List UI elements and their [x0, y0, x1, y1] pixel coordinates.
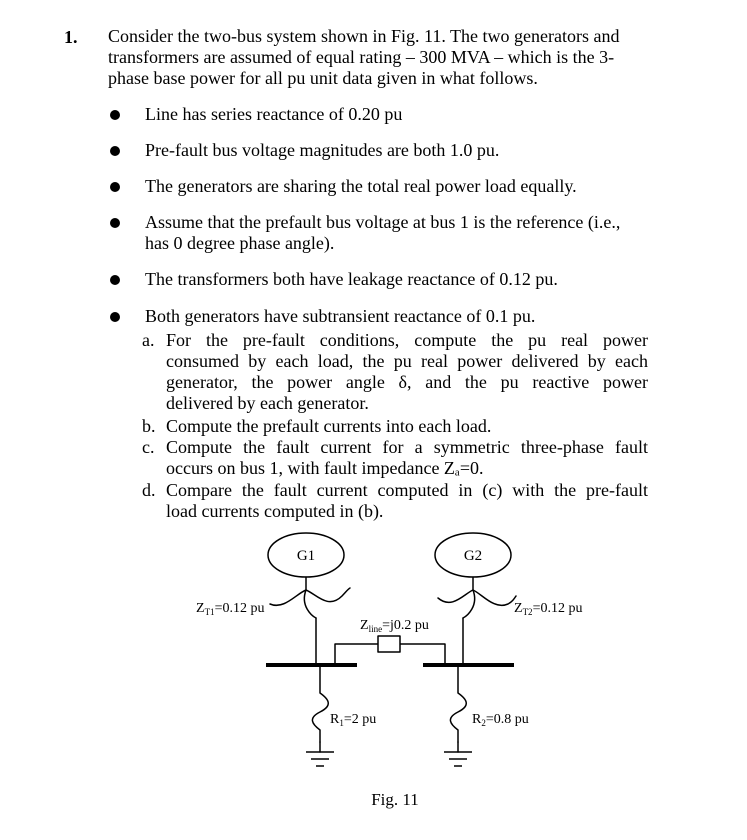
r1-label: $R_1=2$ pu — [330, 712, 377, 728]
intro-line: transformers are assumed of equal rating – 300 MVA – which is the 3- — [108, 47, 615, 67]
subitem-line: occurs on bus 1, with fault impedance Zₐ=0. — [166, 458, 484, 478]
zt1-label: $Z_{T1}=0.12$ pu — [196, 601, 265, 617]
bullet-text: The transformers both have leakage reactance of 0.12 pu. — [145, 269, 558, 289]
bullet-text: Line has series reactance of 0.20 pu — [145, 104, 403, 124]
subitem-line: consumed by each load, the pu real power delivered by each — [166, 351, 648, 371]
zt2-label: $Z_{T2}=0.12$ pu — [514, 601, 583, 617]
bullet-text: Pre-fault bus voltage magnitudes are both 1.0 pu. — [145, 140, 500, 160]
subitem-line: delivered by each generator. — [166, 393, 369, 413]
load-r2-resistor — [450, 665, 466, 742]
subitem-label: c. — [142, 437, 155, 457]
g2-label: G2 — [463, 548, 483, 564]
figure-caption: Fig. 11 — [371, 790, 419, 809]
subitem-label: a. — [142, 330, 155, 350]
intro-line: Consider the two-bus system shown in Fig. 11. The two generators and — [108, 26, 620, 46]
subitem-label: b. — [142, 416, 156, 436]
load-r1-resistor — [312, 665, 328, 742]
subitem-line: load currents computed in (b). — [166, 501, 384, 521]
subitem-line: For the pre-fault conditions, compute the pu real power — [166, 330, 648, 350]
transformer-t1-coil — [270, 588, 350, 605]
subitem-label: d. — [142, 480, 156, 500]
ground-2-icon — [444, 752, 472, 766]
line-impedance-box — [378, 636, 400, 652]
transformer-t2-coil — [438, 590, 516, 605]
g1-label: G1 — [296, 548, 316, 564]
subitem-line: generator, the power angle δ, and the pu reactive power — [166, 372, 648, 392]
problem-number: 1. — [64, 27, 78, 47]
zline-label: $Z_{line}=j0.2$ pu — [360, 618, 429, 634]
subitem-line: Compute the prefault currents into each load. — [166, 416, 492, 436]
intro-line: phase base power for all pu unit data given in what follows. — [108, 68, 538, 88]
bullet-text: has 0 degree phase angle). — [145, 233, 335, 253]
r2-label: $R_2=0.8$ pu — [472, 712, 529, 728]
subitem-line: Compute the fault current for a symmetric three-phase fault — [166, 437, 648, 457]
subitem-line: Compare the fault current computed in (c) with the pre-fault — [166, 480, 648, 500]
bullet-text: Assume that the prefault bus voltage at bus 1 is the reference (i.e., — [145, 212, 621, 232]
bullet-text: The generators are sharing the total real power load equally. — [145, 176, 577, 196]
transformer-t2-coil-lower — [463, 590, 475, 618]
ground-1-icon — [306, 752, 334, 766]
bullet-text: Both generators have subtransient reactance of 0.1 pu. — [145, 306, 536, 326]
